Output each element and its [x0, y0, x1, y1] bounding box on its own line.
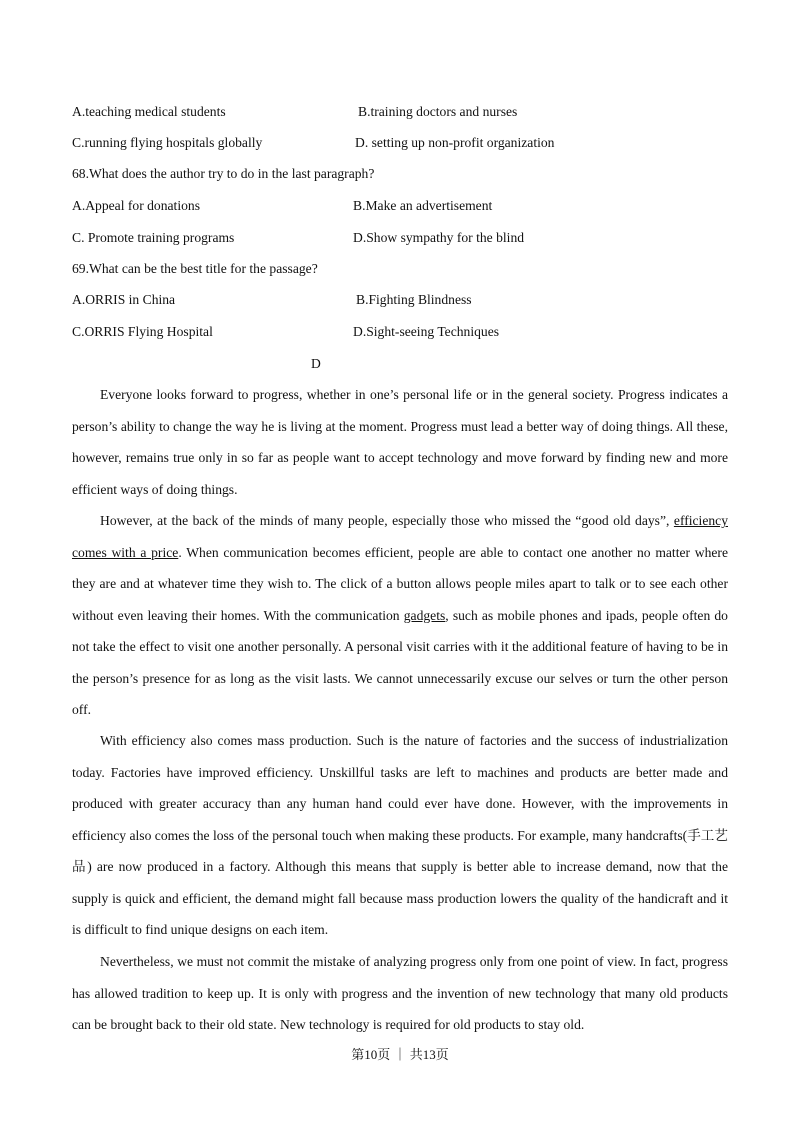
paragraph-4-text: Nevertheless, we must not commit the mistake of analyzing progress only from one point of view. In fact, progress has allowed tradition to keep up. It is only with progress and the invention of new technology that many old products can be brought back to their old state. New technology is required for old products to stay old. — [72, 954, 728, 1032]
q69-option-d: D.Sight-seeing Techniques — [353, 324, 500, 339]
q67-option-c: C.running flying hospitals globally — [72, 135, 263, 150]
passage-paragraph-2 — [72, 505, 728, 726]
passage-paragraph-4 — [72, 946, 728, 1041]
q67-option-b: B.training doctors and nurses — [358, 104, 518, 119]
underlined-phrase-efficiency: efficiency comes with a price — [72, 513, 728, 560]
q68-option-c: C. Promote training programs — [72, 230, 235, 245]
q67-option-a: A.teaching medical students — [72, 104, 226, 119]
paragraph-2-text-end: , such as mobile phones and ipads, people often do not take the effect to visit one another personally. A personal visit carries with it the additional feature of having to be in the person’s presence for as long as the visit lasts. We cannot unnecessarily excuse our selves or turn the other person off. — [72, 607, 728, 717]
paragraph-3-text: With efficiency also comes mass production. Such is the nature of factories and the success of industrialization today. Factories have improved efficiency. Unskillful tasks are left to machines and products are better made and produced with greater accuracy than any human hand could ever have done. However, with the improvements in efficiency also comes the loss of the personal touch when making these products. For example, many handcrafts(手工艺品) are now produced in a factory. Although this means that supply is better able to increase demand, now that the supply is quick and efficient, the demand might fall because mass production lowers the quality of the handicraft and it is difficult to find unique designs on each item. — [72, 733, 728, 937]
paragraph-2-text-middle: . When communication becomes efficient, people are able to contact one another no matter where they are and at whatever time they wish to. The click of a button allows people miles apart to talk or to see each other without even leaving their homes. With the communication — [72, 544, 728, 623]
underlined-word-gadgets: gadgets — [403, 607, 446, 623]
passage-paragraph-1 — [72, 379, 728, 505]
q68-question: 68.What does the author try to do in the last paragraph? — [72, 166, 375, 181]
q68-option-a: A.Appeal for donations — [72, 198, 200, 213]
passage-paragraph-3 — [72, 725, 728, 946]
page-footer: 第10页 ｜ 共13页 — [351, 1047, 449, 1062]
q69-option-b: B.Fighting Blindness — [356, 292, 472, 307]
section-letter: D — [311, 356, 321, 371]
q68-option-d: D.Show sympathy for the blind — [353, 230, 525, 245]
q69-question: 69.What can be the best title for the passage? — [72, 261, 318, 276]
paragraph-2-text-start: However, at the back of the minds of many people, especially those who missed the “good old days”, — [100, 513, 670, 528]
q68-option-b: B.Make an advertisement — [353, 198, 493, 213]
q67-option-d: D. setting up non-profit organization — [355, 135, 555, 150]
q69-option-c: C.ORRIS Flying Hospital — [72, 324, 213, 339]
q69-option-a: A.ORRIS in China — [72, 292, 176, 307]
paragraph-1-text: Everyone looks forward to progress, whether in one’s personal life or in the general society. Progress indicates a person’s ability to change the way he is living at the moment. Progress must lead a better way of doing things. All these, however, remains true only in so far as people want to accept technology and move forward by finding new and more efficient ways of doing things. — [72, 387, 728, 497]
